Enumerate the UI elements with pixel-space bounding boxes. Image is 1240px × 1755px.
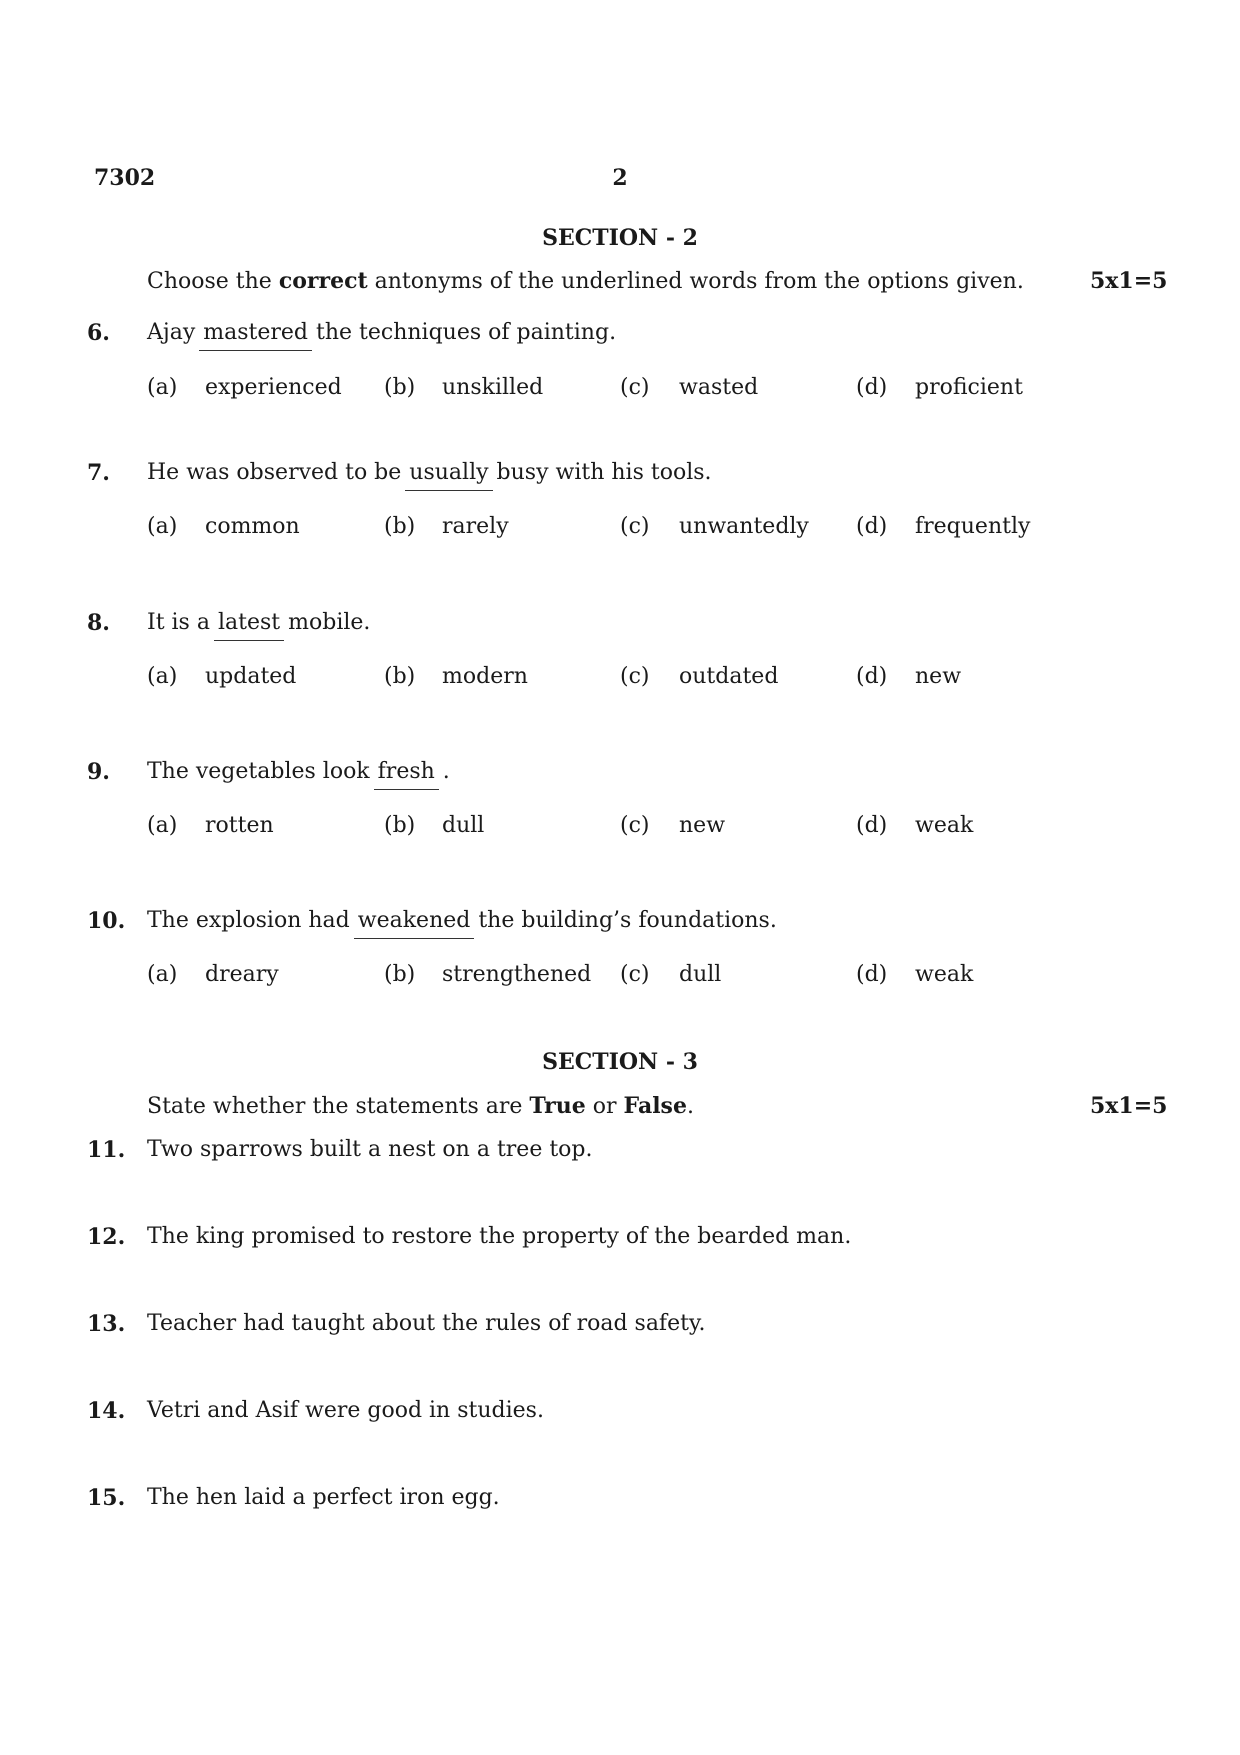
question-number: 8. bbox=[87, 610, 110, 636]
question-number: 7. bbox=[87, 460, 110, 486]
option-text: dull bbox=[442, 813, 485, 838]
option-text: modern bbox=[442, 664, 528, 689]
option-label: (d) bbox=[856, 375, 888, 400]
underlined-word: weakened bbox=[354, 908, 475, 939]
question-text: The explosion had weakened the building’s foundations. bbox=[147, 908, 777, 933]
option-label: (c) bbox=[620, 962, 650, 987]
option-label: (d) bbox=[856, 514, 888, 539]
statement-text: The hen laid a perfect iron egg. bbox=[147, 1485, 500, 1510]
question-number: 9. bbox=[87, 759, 110, 785]
option-text: unwantedly bbox=[679, 514, 809, 539]
option-label: (d) bbox=[856, 664, 888, 689]
section-3-marks: 5x1=5 bbox=[1090, 1093, 1168, 1119]
option-label: (b) bbox=[384, 962, 416, 987]
underlined-word: mastered bbox=[199, 320, 312, 351]
section-3-title: SECTION - 3 bbox=[542, 1049, 698, 1075]
paper-code: 7302 bbox=[94, 165, 156, 191]
option-label: (a) bbox=[147, 514, 178, 539]
question-number: 15. bbox=[87, 1485, 126, 1511]
option-label: (a) bbox=[147, 813, 178, 838]
option-text: proficient bbox=[915, 375, 1023, 400]
option-text: weak bbox=[915, 813, 974, 838]
question-number: 11. bbox=[87, 1137, 126, 1163]
option-text: common bbox=[205, 514, 300, 539]
statement-text: The king promised to restore the property of the bearded man. bbox=[147, 1224, 852, 1249]
question-number: 14. bbox=[87, 1398, 126, 1424]
option-text: new bbox=[915, 664, 962, 689]
option-label: (c) bbox=[620, 375, 650, 400]
underlined-word: fresh bbox=[374, 759, 439, 790]
option-text: strengthened bbox=[442, 962, 592, 987]
underlined-word: latest bbox=[214, 610, 284, 641]
underlined-word: usually bbox=[405, 460, 492, 491]
option-text: dull bbox=[679, 962, 722, 987]
option-text: dreary bbox=[205, 962, 279, 987]
question-text: The vegetables look fresh . bbox=[147, 759, 450, 784]
question-number: 6. bbox=[87, 320, 110, 346]
question-number: 10. bbox=[87, 908, 126, 934]
option-text: experienced bbox=[205, 375, 342, 400]
page-number: 2 bbox=[612, 165, 628, 191]
statement-text: Teacher had taught about the rules of road safety. bbox=[147, 1311, 706, 1336]
option-text: rarely bbox=[442, 514, 509, 539]
section-2-title: SECTION - 2 bbox=[542, 225, 698, 251]
section-2-instruction: Choose the correct antonyms of the underlined words from the options given. bbox=[147, 268, 1024, 294]
option-label: (a) bbox=[147, 664, 178, 689]
option-label: (d) bbox=[856, 962, 888, 987]
option-label: (d) bbox=[856, 813, 888, 838]
question-number: 12. bbox=[87, 1224, 126, 1250]
option-label: (c) bbox=[620, 514, 650, 539]
option-label: (b) bbox=[384, 813, 416, 838]
statement-text: Two sparrows built a nest on a tree top. bbox=[147, 1137, 593, 1162]
option-label: (b) bbox=[384, 514, 416, 539]
option-text: rotten bbox=[205, 813, 274, 838]
option-text: outdated bbox=[679, 664, 779, 689]
option-label: (b) bbox=[384, 664, 416, 689]
option-label: (c) bbox=[620, 813, 650, 838]
option-label: (a) bbox=[147, 962, 178, 987]
option-text: updated bbox=[205, 664, 297, 689]
option-text: frequently bbox=[915, 514, 1031, 539]
question-text: He was observed to be usually busy with his tools. bbox=[147, 460, 712, 485]
option-label: (c) bbox=[620, 664, 650, 689]
option-label: (a) bbox=[147, 375, 178, 400]
option-text: unskilled bbox=[442, 375, 544, 400]
statement-text: Vetri and Asif were good in studies. bbox=[147, 1398, 544, 1423]
question-text: Ajay mastered the techniques of painting. bbox=[147, 320, 616, 345]
section-2-marks: 5x1=5 bbox=[1090, 268, 1168, 294]
option-text: new bbox=[679, 813, 726, 838]
option-text: weak bbox=[915, 962, 974, 987]
question-number: 13. bbox=[87, 1311, 126, 1337]
option-text: wasted bbox=[679, 375, 759, 400]
option-label: (b) bbox=[384, 375, 416, 400]
section-3-instruction: State whether the statements are True or False. bbox=[147, 1093, 694, 1119]
question-text: It is a latest mobile. bbox=[147, 610, 370, 635]
